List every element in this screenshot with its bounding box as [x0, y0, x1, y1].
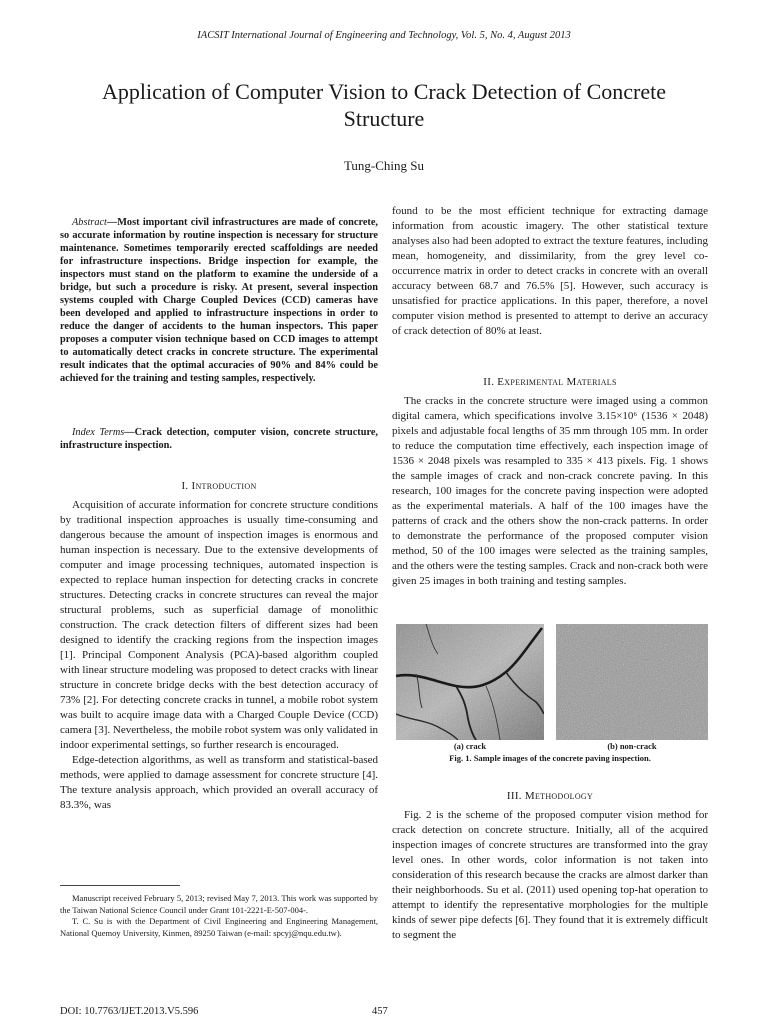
figure-caption: Fig. 1. Sample images of the concrete paving inspection.: [449, 753, 651, 763]
journal-header: IACSIT International Journal of Engineering and Technology, Vol. 5, No. 4, August 2013: [197, 30, 571, 41]
figure-1: [396, 624, 708, 740]
paper-title: Application of Computer Vision to Crack Detection of Concrete Structure: [101, 79, 667, 131]
footnote-rule: [60, 885, 180, 886]
index-terms-text: —Crack detection, computer vision, concrete structure, infrastructure inspection.: [60, 427, 378, 451]
methodology-paragraph: Fig. 2 is the scheme of the proposed computer vision method for crack detection on concrete structure. Initially, all of the acquired inspection images of concrete structures are transformed into the gray level ones. In other words, color information is not taken into consideration of this research because the cracks are almost darker than their neighborhoods. Su et al. (2011) used opening top-hat operation to attempt to identify the representative morphologies for the multiple kinds of sewer pipe defects [6]. They found that it is extremely difficult to segment the: [392, 809, 708, 941]
continuation-paragraph: found to be the most efficient technique for extracting damage information from acoustic imagery. The other statistical texture analyses also had been adopted to extract the texture features, including mean, homogeneity, and dissimilarity, from the grey level co-occurrence matrix in order to detect cracks in concrete with an overall accuracy between 68.7 and 76.5% [5]. However, such accuracy is unsatisfied for practice applications. In this paper, therefore, a novel computer vision method is presented to attempt to derive an accuracy of crack detection of 80% at least.: [392, 205, 708, 337]
intro-paragraph-2: Edge-detection algorithms, as well as transform and statistical-based methods, were applied to damage assessment for concrete structure [4]. The texture analysis approach, which provided an overall accuracy of 83.3%, was: [60, 754, 378, 811]
right-column-continuation: [392, 204, 708, 339]
crack-image: [396, 624, 544, 740]
subcaption-crack: (a) crack: [453, 741, 487, 751]
methodology-body: [392, 808, 708, 943]
materials-body: [392, 394, 708, 589]
section-heading-materials: II. Experimental Materials: [483, 376, 617, 388]
non-crack-image: [556, 624, 708, 740]
doi: DOI: 10.7763/IJET.2013.V5.596: [60, 1006, 199, 1017]
abstract-label: Abstract: [72, 217, 107, 228]
section-heading-introduction: I. Introduction: [181, 480, 257, 492]
footnote-manuscript: Manuscript received February 5, 2013; revised May 7, 2013. This work was supported by the Taiwan National Science Council under Grant 101-2221-E-507-004-.: [60, 893, 378, 915]
section-heading-methodology: III. Methodology: [506, 790, 594, 802]
page-number: 457: [372, 1006, 388, 1017]
materials-paragraph: The cracks in the concrete structure were imaged using a common digital camera, which specifications involve 3.15×10⁶ (1536 × 2048) pixels and adjustable focal lengths of 35 mm through 105 mm. In order to reduce the computation time effectively, each inspection image of 1536 × 2048 pixels was resampled to 335 × 413 pixels. Fig. 1 shows the sample images of crack and non-crack concrete paving. In this research, 100 images for the concrete paving inspection were adopted as the experimental materials. A half of the 100 images have the patterns of crack and the others show the non-crack patterns. In order to demonstrate the performance of the proposed computer vision method, 50 of the 100 images were selected as the training samples, and the others were the testing samples. Crack and non-crack both were given 25 images in both training and testing samples.: [392, 395, 708, 587]
footnote: [60, 893, 378, 939]
abstract: [60, 216, 378, 385]
abstract-text: —Most important civil infrastructures are made of concrete, so accurate information by routine inspection is necessary for structure maintenance. Sometimes temporarily erected scaffoldings are needed for infrastructure inspections. Bridge inspection for example, the inspectors must stand on the platform to examine the underside of a bridge, but such a procedure is risky. At present, several inspection systems coupled with Charge Coupled Devices (CCD) cameras have been developed and applied to infrastructure inspections in order to reduce the danger of accidents to the human inspectors. This paper proposes a computer vision technique based on CCD images to attempt to automatically detect cracks in concrete structure. The experimental result indicates that the optimal accuracies of 90% and 84% could be achieved for the training and testing samples, respectively.: [60, 217, 378, 384]
author-name: Tung-Ching Su: [343, 158, 425, 173]
intro-paragraph-1: Acquisition of accurate information for concrete structure conditions by traditional inspection approaches is usually time-consuming and dangerous because the amount of inspection images is enormous and human inspection is necessary. Due to the extensive developments of computer and image processing techniques, automated inspection is expected to replace human inspection for detecting cracks in concrete structures. Detecting cracks in concrete structures can reveal the major structural problems, such as superficial damage of monolithic construction. The crack detection filters of different sizes had been designed to identify the cracking regions from the inspection images [1]. Principal Component Analysis (PCA)-based algorithm coupled with linear structure modeling was proposed to detect cracks with linear structure in concrete bridge decks with the best detection accuracy of 73% [2]. For detecting concrete cracks in tunnel, a mobile robot system was built to acquire image data with a Charged Couple Device (CCD) camera [3]. Nevertheless, the mobile robot system was only validated in indoor experimental settings, so further research is encouraged.: [60, 499, 378, 751]
index-terms-label: Index Terms: [72, 427, 125, 438]
subcaption-non-crack: (b) non-crack: [607, 741, 657, 751]
footnote-affiliation: T. C. Su is with the Department of Civil Engineering and Engineering Management, National Quemoy University, Kinmen, 89250 Taiwan (e-mail: spcyj@nqu.edu.tw).: [60, 916, 378, 938]
index-terms: [60, 426, 378, 452]
intro-body: [60, 498, 378, 813]
